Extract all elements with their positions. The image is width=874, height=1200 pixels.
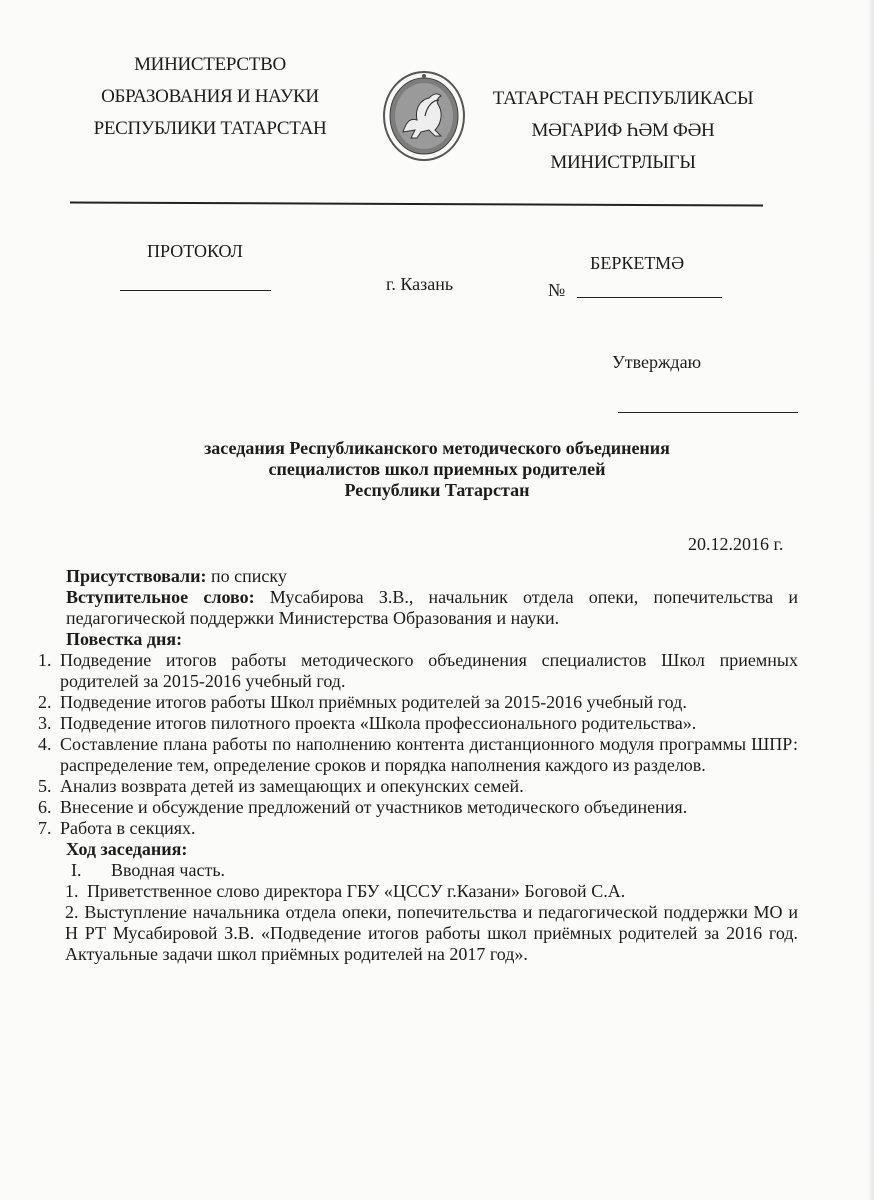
section-title: Вводная часть. bbox=[111, 860, 226, 880]
agenda-item bbox=[38, 734, 798, 776]
proceedings-item bbox=[38, 881, 798, 902]
proceedings-section bbox=[38, 860, 798, 881]
agenda-heading bbox=[38, 629, 798, 650]
header-line: ТАТАРСТАН РЕСПУБЛИКАСЫ bbox=[492, 88, 754, 109]
header-line: ОБРАЗОВАНИЯ И НАУКИ bbox=[101, 86, 319, 107]
document-title bbox=[0, 438, 874, 501]
ministry-name-tt bbox=[480, 83, 766, 179]
ministry-name-ru bbox=[80, 49, 340, 145]
protocol-number-blank bbox=[577, 297, 722, 298]
header-line: МИНИСТРЛЫГЫ bbox=[550, 152, 696, 173]
section-number: I. bbox=[71, 860, 82, 880]
item-number: 4. bbox=[38, 734, 52, 754]
item-text: Подведение итогов пилотного проекта «Школа профессионального родительства». bbox=[60, 713, 697, 733]
agenda-item bbox=[38, 713, 798, 734]
city-label: г. Казань bbox=[386, 274, 454, 294]
item-text: Составление плана работы по наполнению контента дистанционного модуля программы ШПР: распределение тем, определение сроков и порядка наполнения каждого из разделов. bbox=[60, 734, 798, 775]
item-text: Подведение итогов работы методического объединения специалистов Школ приемных родителей за 2015-2016 учебный год. bbox=[60, 650, 798, 691]
present-line bbox=[38, 566, 798, 587]
intro-line bbox=[38, 587, 798, 629]
item-text: Анализ возврата детей из замещающих и опекунских семей. bbox=[60, 776, 524, 796]
header-line: МӘГАРИФ ҺӘМ ФӘН bbox=[531, 120, 715, 141]
item-text: Работа в секциях. bbox=[60, 818, 196, 838]
title-line: заседания Республиканского методического объединения bbox=[204, 438, 670, 458]
header-divider bbox=[70, 201, 763, 206]
number-sign: № bbox=[548, 280, 566, 300]
agenda-item bbox=[38, 797, 798, 818]
protocol-label-tt: БЕРКЕТМӘ bbox=[590, 253, 685, 273]
intro-label: Вступительное слово: bbox=[66, 587, 255, 607]
title-line: специалистов школ приемных родителей bbox=[268, 459, 606, 479]
agenda-list bbox=[38, 650, 798, 839]
intro-value: Мусабирова З.В., начальник отдела опеки, попечительства и педагогической поддержки Министерства Образования и науки. bbox=[66, 587, 798, 628]
item-number: 2. bbox=[38, 692, 52, 712]
header-line: МИНИСТЕРСТВО bbox=[134, 54, 286, 75]
agenda-item bbox=[38, 818, 798, 839]
item-text: Подведение итогов работы Школ приёмных родителей за 2015-2016 учебный год. bbox=[60, 692, 687, 712]
item-text: Выступление начальника отдела опеки, попечительства и педагогической поддержки МО и Н РТ Мусабировой З.В. «Подведение итогов работы школ приёмных родителей за 2016 год. Актуальные задачи школ приёмных родителей на 2017 год». bbox=[65, 902, 799, 964]
agenda-label: Повестка дня: bbox=[66, 629, 183, 649]
item-text: Внесение и обсуждение предложений от участников методического объединения. bbox=[60, 797, 688, 817]
approve-label: Утверждаю bbox=[612, 352, 702, 372]
item-number: 1. bbox=[38, 650, 52, 670]
protocol-label: ПРОТОКОЛ bbox=[147, 241, 243, 261]
item-number: 3. bbox=[38, 713, 52, 733]
meeting-date: 20.12.2016 г. bbox=[688, 534, 784, 554]
item-number: 2. bbox=[65, 902, 79, 922]
tatarstan-emblem-icon bbox=[381, 70, 467, 162]
header-line: РЕСПУБЛИКИ ТАТАРСТАН bbox=[93, 118, 327, 139]
present-label: Присутствовали: bbox=[66, 566, 207, 586]
protocol-date-blank bbox=[120, 290, 271, 291]
scan-edge bbox=[868, 0, 874, 1200]
document-body bbox=[38, 566, 798, 965]
item-number: 7. bbox=[38, 818, 52, 838]
approve-signature-blank bbox=[618, 412, 798, 413]
proceedings-heading bbox=[38, 839, 798, 860]
agenda-item bbox=[38, 650, 798, 692]
title-line: Республики Татарстан bbox=[344, 480, 530, 500]
item-text: Приветственное слово директора ГБУ «ЦССУ г.Казани» Боговой С.А. bbox=[87, 881, 626, 901]
item-number: 1. bbox=[65, 881, 79, 901]
agenda-item bbox=[38, 692, 798, 713]
item-number: 5. bbox=[38, 776, 52, 796]
proceedings-label: Ход заседания: bbox=[66, 839, 188, 859]
present-value: по списку bbox=[206, 566, 287, 586]
proceedings-item bbox=[38, 902, 798, 965]
agenda-item bbox=[38, 776, 798, 797]
item-number: 6. bbox=[38, 797, 52, 817]
